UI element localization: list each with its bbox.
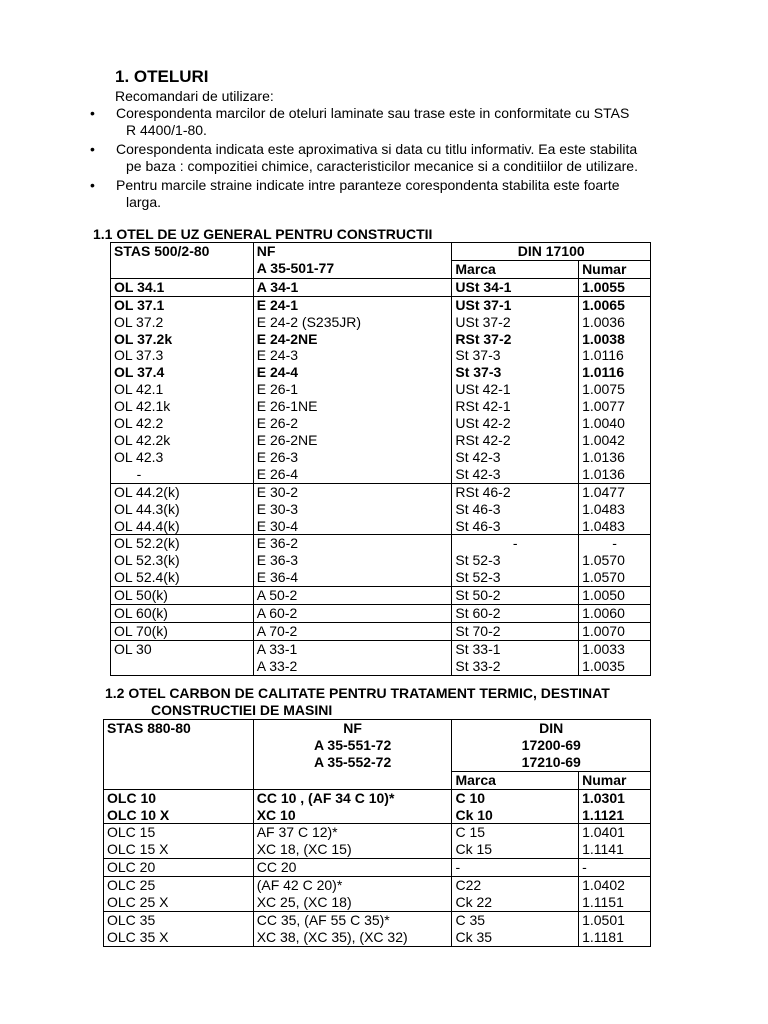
stas-cell bbox=[111, 605, 254, 623]
cell-line: XC 10 bbox=[256, 806, 296, 823]
cell-line: St 33-2 bbox=[455, 657, 501, 674]
cell-line: E 26-2NE bbox=[256, 431, 318, 448]
table-row bbox=[104, 911, 651, 946]
stas-cell bbox=[111, 622, 254, 640]
cell-line: RSt 42-1 bbox=[455, 398, 511, 415]
cell-line: 1.0077 bbox=[582, 398, 625, 415]
section-title-line2: CONSTRUCTIEI DE MASINI bbox=[151, 702, 333, 718]
general-steel-table bbox=[110, 242, 651, 676]
cell-line: - bbox=[136, 465, 142, 482]
bullet-text-continued: R 4400/1-80. bbox=[126, 122, 207, 138]
cell-line: OL 37.4 bbox=[114, 364, 165, 381]
cell-line: 1.1121 bbox=[582, 806, 625, 823]
cell-line: OLC 35 bbox=[107, 911, 156, 928]
marca-cell bbox=[452, 911, 579, 946]
header-stas: STAS 880-80 bbox=[104, 720, 254, 790]
cell-line: E 26-1NE bbox=[256, 398, 318, 415]
header-din-standard-2: 17210-69 bbox=[521, 753, 581, 770]
cell-line: 1.0483 bbox=[582, 517, 625, 534]
nf-cell bbox=[253, 859, 452, 877]
cell-line: St 52-3 bbox=[455, 569, 501, 586]
numar-cell bbox=[579, 824, 651, 859]
cell-line: 1.0033 bbox=[582, 640, 625, 657]
cell-line: 1.1141 bbox=[582, 841, 624, 858]
numar-cell bbox=[579, 622, 651, 640]
cell-line: Ck 35 bbox=[455, 928, 493, 945]
cell-line: E 24-1 bbox=[256, 296, 299, 313]
header-numar: Numar bbox=[579, 260, 651, 278]
cell-line bbox=[114, 658, 250, 675]
marca-cell bbox=[452, 296, 579, 483]
bullet-text-continued: larga. bbox=[126, 194, 162, 210]
cell-line: - bbox=[582, 859, 587, 876]
table-row bbox=[111, 587, 651, 605]
numar-cell bbox=[579, 278, 651, 296]
table-row bbox=[111, 483, 651, 535]
cell-line: E 26-2 bbox=[256, 415, 299, 432]
cell-line: 1.0401 bbox=[582, 824, 625, 841]
marca-cell bbox=[452, 640, 579, 675]
cell-line: OL 37.2 bbox=[114, 313, 164, 330]
bullet-text: Corespondenta indicata este aproximativa si data cu titlu informativ. Ea este stabilita bbox=[116, 141, 638, 157]
cell-line: OL 30 bbox=[114, 640, 152, 657]
cell-line: Ck 10 bbox=[455, 806, 493, 823]
cell-line: St 52-3 bbox=[455, 552, 501, 569]
cell-line: OL 42.1 bbox=[114, 381, 164, 398]
cell-line: RSt 37-2 bbox=[455, 330, 512, 347]
cell-line: A 33-1 bbox=[256, 640, 298, 657]
cell-line: OLC 15 bbox=[107, 824, 156, 841]
cell-line: 1.0483 bbox=[582, 500, 625, 517]
marca-cell bbox=[452, 535, 579, 587]
cell-line: St 42-3 bbox=[455, 448, 501, 465]
cell-line: St 37-3 bbox=[455, 347, 501, 364]
carbon-steel-table bbox=[103, 719, 651, 947]
stas-cell bbox=[111, 640, 254, 675]
nf-cell bbox=[253, 824, 452, 859]
header-nf-label: NF bbox=[256, 243, 276, 259]
cell-line: 1.1181 bbox=[582, 928, 624, 945]
cell-line: OL 44.4(k) bbox=[114, 517, 180, 534]
cell-line: OL 52.2(k) bbox=[114, 535, 180, 552]
nf-cell bbox=[253, 640, 452, 675]
cell-line: C 15 bbox=[455, 824, 486, 841]
nf-cell bbox=[253, 483, 452, 535]
cell-line: 1.0060 bbox=[582, 605, 625, 622]
marca-cell bbox=[452, 278, 579, 296]
bullet-icon: • bbox=[90, 141, 95, 157]
cell-line: OL 50(k) bbox=[114, 587, 168, 604]
header-numar: Numar bbox=[579, 771, 651, 789]
numar-cell bbox=[579, 789, 651, 824]
section-title-general-steel: 1.1 OTEL DE UZ GENERAL PENTRU CONSTRUCTII bbox=[93, 226, 433, 242]
cell-line: C22 bbox=[455, 877, 482, 894]
cell-line: A 50-2 bbox=[256, 587, 298, 604]
header-nf bbox=[253, 720, 452, 790]
cell-line: 1.0036 bbox=[582, 313, 625, 330]
stas-cell bbox=[104, 859, 254, 877]
cell-line: USt 34-1 bbox=[455, 278, 512, 295]
cell-line: C 10 bbox=[455, 789, 486, 806]
stas-cell bbox=[111, 587, 254, 605]
cell-line: 1.0136 bbox=[582, 465, 625, 482]
cell-line: OL 34.1 bbox=[114, 278, 165, 295]
header-nf-standard-1: A 35-551-72 bbox=[313, 736, 392, 753]
cell-line: St 42-3 bbox=[455, 465, 501, 482]
cell-line: OL 60(k) bbox=[114, 605, 168, 622]
cell-line: CC 35, (AF 55 C 35)* bbox=[256, 911, 390, 928]
stas-cell bbox=[104, 824, 254, 859]
cell-line: OLC 15 X bbox=[107, 841, 169, 858]
cell-line: OL 37.3 bbox=[114, 347, 164, 364]
table-row bbox=[104, 824, 651, 859]
cell-line: 1.0035 bbox=[582, 657, 625, 674]
cell-line: - bbox=[455, 859, 461, 876]
list-item bbox=[90, 177, 694, 211]
nf-cell bbox=[253, 789, 452, 824]
table-row bbox=[104, 877, 651, 912]
cell-line: OL 42.2 bbox=[114, 415, 164, 432]
cell-line: - bbox=[512, 535, 518, 552]
list-item bbox=[90, 105, 694, 139]
cell-line: 1.0075 bbox=[582, 381, 625, 398]
table-row bbox=[111, 296, 651, 483]
nf-cell bbox=[253, 278, 452, 296]
cell-line: OL 70(k) bbox=[114, 622, 168, 639]
section-title-carbon-steel bbox=[105, 685, 705, 719]
marca-cell bbox=[452, 622, 579, 640]
cell-line: AF 37 C 12)* bbox=[256, 824, 338, 841]
cell-line: St 37-3 bbox=[455, 364, 502, 381]
cell-line: A 33-2 bbox=[256, 657, 298, 674]
cell-line: E 26-3 bbox=[256, 448, 299, 465]
list-item bbox=[90, 141, 694, 175]
stas-cell bbox=[104, 877, 254, 912]
bullet-icon: • bbox=[90, 177, 95, 193]
marca-cell bbox=[452, 824, 579, 859]
numar-cell bbox=[579, 587, 651, 605]
section-title-line1: 1.2 OTEL CARBON DE CALITATE PENTRU TRATAMENT TERMIC, DESTINAT bbox=[105, 685, 610, 701]
cell-line: RSt 46-2 bbox=[455, 483, 511, 500]
header-marca: Marca bbox=[452, 771, 579, 789]
cell-line: 1.0038 bbox=[582, 330, 625, 347]
table-row bbox=[111, 535, 651, 587]
numar-cell bbox=[579, 296, 651, 483]
cell-line: 1.0570 bbox=[582, 552, 625, 569]
nf-cell bbox=[253, 296, 452, 483]
header-nf bbox=[253, 243, 452, 279]
cell-line: E 26-1 bbox=[256, 381, 299, 398]
cell-line: A 34-1 bbox=[256, 278, 299, 295]
cell-line: CC 20 bbox=[256, 859, 297, 876]
numar-cell bbox=[579, 535, 651, 587]
numar-cell bbox=[579, 877, 651, 912]
cell-line: CC 10 , (AF 34 C 10)* bbox=[256, 789, 395, 806]
cell-line: St 33-1 bbox=[455, 640, 501, 657]
cell-line: E 30-4 bbox=[256, 517, 299, 534]
cell-line: OLC 10 bbox=[107, 789, 157, 806]
cell-line: E 30-3 bbox=[256, 500, 299, 517]
cell-line: St 60-2 bbox=[455, 605, 501, 622]
header-din-label: DIN bbox=[539, 720, 564, 736]
cell-line: 1.0065 bbox=[582, 296, 625, 313]
cell-line: OL 44.3(k) bbox=[114, 500, 180, 517]
cell-line: 1.0040 bbox=[582, 415, 625, 432]
nf-cell bbox=[253, 911, 452, 946]
table-row bbox=[111, 605, 651, 623]
cell-line: E 30-2 bbox=[256, 483, 299, 500]
cell-line: 1.0070 bbox=[582, 622, 625, 639]
cell-line: St 46-3 bbox=[455, 517, 501, 534]
header-nf-standard: A 35-501-77 bbox=[256, 259, 335, 276]
table-row bbox=[111, 278, 651, 296]
numar-cell bbox=[579, 911, 651, 946]
nf-cell bbox=[253, 877, 452, 912]
table-row bbox=[104, 859, 651, 877]
marca-cell bbox=[452, 605, 579, 623]
cell-line: XC 38, (XC 35), (XC 32) bbox=[256, 928, 408, 945]
recommendation-list bbox=[90, 105, 694, 213]
cell-line: E 24-4 bbox=[256, 364, 299, 381]
table-row bbox=[111, 640, 651, 675]
header-din bbox=[452, 720, 651, 772]
cell-line: Ck 15 bbox=[455, 841, 493, 858]
cell-line: 1.0570 bbox=[582, 569, 625, 586]
nf-cell bbox=[253, 622, 452, 640]
nf-cell bbox=[253, 605, 452, 623]
header-stas: STAS 500/2-80 bbox=[111, 243, 254, 279]
page-heading: 1. OTELURI bbox=[115, 67, 209, 86]
cell-line: OLC 25 bbox=[107, 877, 156, 894]
bullet-icon: • bbox=[90, 105, 95, 121]
cell-line: E 24-3 bbox=[256, 347, 299, 364]
cell-line: 1.0116 bbox=[582, 347, 624, 364]
cell-line: St 46-3 bbox=[455, 500, 501, 517]
cell-line: OL 37.2k bbox=[114, 330, 173, 347]
cell-line: E 36-3 bbox=[256, 552, 299, 569]
header-nf-standard-2: A 35-552-72 bbox=[313, 753, 392, 770]
numar-cell bbox=[579, 605, 651, 623]
cell-line: OLC 35 X bbox=[107, 928, 169, 945]
stas-cell bbox=[111, 483, 254, 535]
marca-cell bbox=[452, 859, 579, 877]
cell-line: USt 42-2 bbox=[455, 415, 511, 432]
stas-cell bbox=[104, 789, 254, 824]
cell-line: 1.0301 bbox=[582, 789, 625, 806]
cell-line: A 70-2 bbox=[256, 622, 298, 639]
header-din: DIN 17100 bbox=[452, 243, 651, 261]
cell-line: St 50-2 bbox=[455, 587, 501, 604]
cell-line: OL 52.3(k) bbox=[114, 552, 180, 569]
cell-line: St 70-2 bbox=[455, 622, 501, 639]
numar-cell bbox=[579, 483, 651, 535]
marca-cell bbox=[452, 587, 579, 605]
cell-line: - bbox=[612, 535, 617, 552]
cell-line: E 36-4 bbox=[256, 569, 299, 586]
cell-line: A 60-2 bbox=[256, 605, 298, 622]
cell-line: E 24-2NE bbox=[256, 330, 318, 347]
cell-line: Ck 22 bbox=[455, 894, 493, 911]
cell-line: 1.0477 bbox=[582, 483, 625, 500]
cell-line: OLC 10 X bbox=[107, 806, 170, 823]
cell-line: 1.0501 bbox=[582, 911, 625, 928]
bullet-text-continued: pe baza : compozitiei chimice, caracteristicilor mecanice si a conditiilor de utilizare. bbox=[126, 158, 638, 174]
cell-line: OL 52.4(k) bbox=[114, 569, 180, 586]
cell-line: (AF 42 C 20)* bbox=[256, 877, 343, 894]
cell-line: E 36-2 bbox=[256, 535, 299, 552]
stas-cell bbox=[111, 278, 254, 296]
cell-line: XC 25, (XC 18) bbox=[256, 894, 352, 911]
cell-line: 1.0116 bbox=[582, 364, 625, 381]
nf-cell bbox=[253, 535, 452, 587]
header-marca: Marca bbox=[452, 260, 579, 278]
cell-line: OLC 20 bbox=[107, 859, 156, 876]
cell-line: OL 42.1k bbox=[114, 398, 171, 415]
cell-line: 1.0402 bbox=[582, 877, 625, 894]
table-row bbox=[111, 622, 651, 640]
stas-cell bbox=[111, 296, 254, 483]
cell-line: OL 44.2(k) bbox=[114, 483, 180, 500]
recommendations-label: Recomandari de utilizare: bbox=[115, 88, 274, 104]
bullet-text: Pentru marcile straine indicate intre paranteze corespondenta stabilita este foarte bbox=[116, 177, 620, 193]
cell-line: RSt 42-2 bbox=[455, 431, 511, 448]
numar-cell bbox=[579, 859, 651, 877]
cell-line: E 26-4 bbox=[256, 465, 299, 482]
cell-line: USt 42-1 bbox=[455, 381, 511, 398]
numar-cell bbox=[579, 640, 651, 675]
cell-line: OL 42.3 bbox=[114, 448, 164, 465]
cell-line: 1.0136 bbox=[582, 448, 625, 465]
marca-cell bbox=[452, 877, 579, 912]
cell-line: OL 42.2k bbox=[114, 431, 171, 448]
cell-line: 1.0042 bbox=[582, 431, 625, 448]
table-row bbox=[104, 789, 651, 824]
cell-line: USt 37-1 bbox=[455, 296, 512, 313]
cell-line: 1.1151 bbox=[582, 894, 624, 911]
header-nf-label: NF bbox=[343, 720, 362, 736]
cell-line: OL 37.1 bbox=[114, 296, 165, 313]
stas-cell bbox=[104, 911, 254, 946]
cell-line: E 24-2 (S235JR) bbox=[256, 313, 362, 330]
marca-cell bbox=[452, 483, 579, 535]
stas-cell bbox=[111, 535, 254, 587]
cell-line: 1.0050 bbox=[582, 587, 625, 604]
bullet-text: Corespondenta marcilor de oteluri laminate sau trase este in conformitate cu STAS bbox=[116, 105, 630, 121]
cell-line: XC 18, (XC 15) bbox=[256, 841, 352, 858]
cell-line: C 35 bbox=[455, 911, 486, 928]
header-din-standard-1: 17200-69 bbox=[521, 736, 581, 753]
cell-line: OLC 25 X bbox=[107, 894, 169, 911]
cell-line: 1.0055 bbox=[582, 278, 625, 295]
nf-cell bbox=[253, 587, 452, 605]
cell-line: USt 37-2 bbox=[455, 313, 511, 330]
marca-cell bbox=[452, 789, 579, 824]
